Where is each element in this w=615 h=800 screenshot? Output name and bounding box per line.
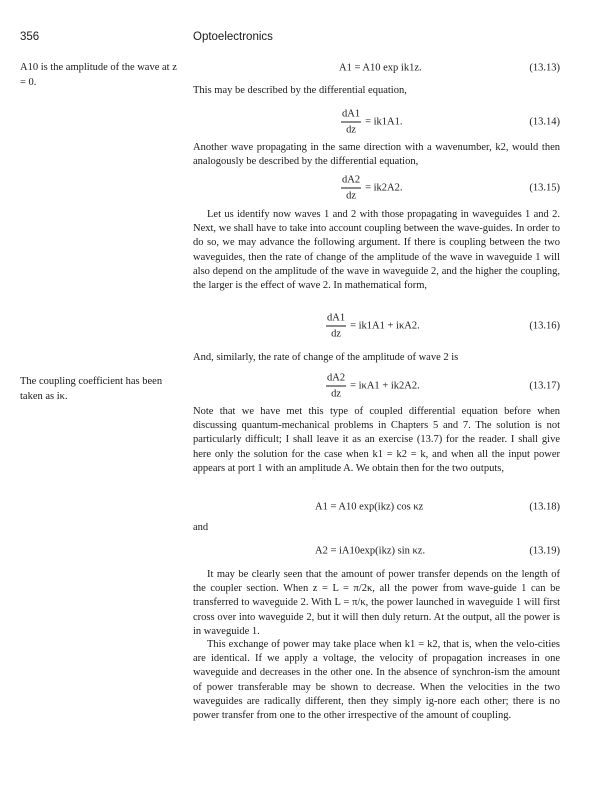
denominator: dz — [331, 388, 341, 400]
equation-number: (13.17) — [529, 380, 560, 392]
fraction — [326, 312, 346, 341]
equation-number: (13.13) — [529, 62, 560, 74]
numerator: dA2 — [326, 372, 346, 387]
denominator: dz — [346, 124, 356, 136]
fraction — [326, 372, 346, 401]
denominator: dz — [346, 190, 356, 202]
paragraph: Let us identify now waves 1 and 2 with those propagating in waveguides 1 and 2. Next, we shall have to take into account coupling between the wave-guides. In order to do so, we may advance the following argument. If there is coupling between the two waveguides, then the rate of change of the amplitude of the wave in waveguide 1 will also depend on the amplitude of the wave in waveguide 2, and the higher the coupling, the larger is the effect of wave 2. In mathematical form, — [193, 209, 560, 292]
running-title: Optoelectronics — [193, 31, 273, 43]
equation-rhs: = ik1A1. — [365, 116, 403, 128]
denominator: dz — [331, 328, 341, 340]
paragraph: This exchange of power may take place when k1 = k2, that is, when the velo-cities are identical. If we apply a voltage, the velocity of propagation increases in one waveguide and decreases in the other one. In the absence of synchron-ism the amount of power transferable may be shown to decrease. When the velocities in the two waveguides are radically different, then they simply ig-nore each other; there is no power transfer from one to the other irrespective of the amount of coupling. — [193, 639, 560, 722]
equation-number: (13.14) — [529, 116, 560, 128]
equation-body — [341, 108, 403, 137]
equation-body: A1 = A10 exp ik1z. — [339, 62, 422, 74]
paragraph: This may be described by the differential equation, — [193, 85, 407, 96]
equation-body — [326, 312, 420, 341]
numerator: dA1 — [326, 312, 346, 327]
equation-rhs: = ik1A1 + iκA2. — [350, 320, 420, 332]
equation-13-14 — [193, 104, 560, 140]
fraction — [341, 108, 361, 137]
equation-13-19 — [193, 533, 560, 569]
equation-rhs: = ik2A2. — [365, 182, 403, 194]
equation-13-17 — [193, 368, 560, 404]
paragraph: It may be clearly seen that the amount of power transfer depends on the length of the coupler section. When z = L = π/2κ, all the power from wave-guide 1 can be transferred to waveguide 2. With L = π/κ, the power launched in waveguide 1 will first cross over into waveguide 2, but it will then duly return. At the output, all the power is in waveguide 1. — [193, 569, 560, 637]
equation-number: (13.19) — [529, 545, 560, 557]
equation-13-13 — [193, 50, 560, 86]
paragraph: and — [193, 522, 209, 533]
paragraph: Another wave propagating in the same direction with a wavenumber, k2, would then analogously be described by the differential equation, — [193, 142, 560, 168]
equation-number: (13.15) — [529, 182, 560, 194]
margin-note: A10 is the amplitude of the wave at z = 0. — [20, 62, 177, 88]
equation-number: (13.18) — [529, 501, 560, 513]
equation-13-18 — [193, 489, 560, 525]
equation-13-16 — [193, 308, 560, 344]
page-number: 356 — [20, 31, 40, 43]
numerator: dA1 — [341, 108, 361, 123]
equation-13-15 — [193, 170, 560, 206]
paragraph: And, similarly, the rate of change of the amplitude of wave 2 is — [193, 352, 459, 363]
equation-body — [326, 372, 420, 401]
equation-body: A2 = iA10exp(ikz) sin κz. — [315, 545, 426, 557]
margin-note: The coupling coefficient has been taken as iκ. — [20, 376, 163, 402]
fraction — [341, 174, 361, 203]
equation-rhs: = iκA1 + ik2A2. — [350, 380, 420, 392]
equation-body — [341, 174, 403, 203]
numerator: dA2 — [341, 174, 361, 189]
equation-body: A1 = A10 exp(ikz) cos κz — [315, 501, 424, 513]
paragraph: Note that we have met this type of coupled differential equation before when discussing quantum-mechanical problems in Chapters 5 and 7. The solution is not particularly difficult; I shall leave it as an exercise (13.7) for the reader. I shall give here only the solution for the case when k1 = k2 = k, and when all the input power appears at port 1 with an amplitude A. We obtain then for the two outputs, — [193, 406, 560, 474]
equation-number: (13.16) — [529, 320, 560, 332]
